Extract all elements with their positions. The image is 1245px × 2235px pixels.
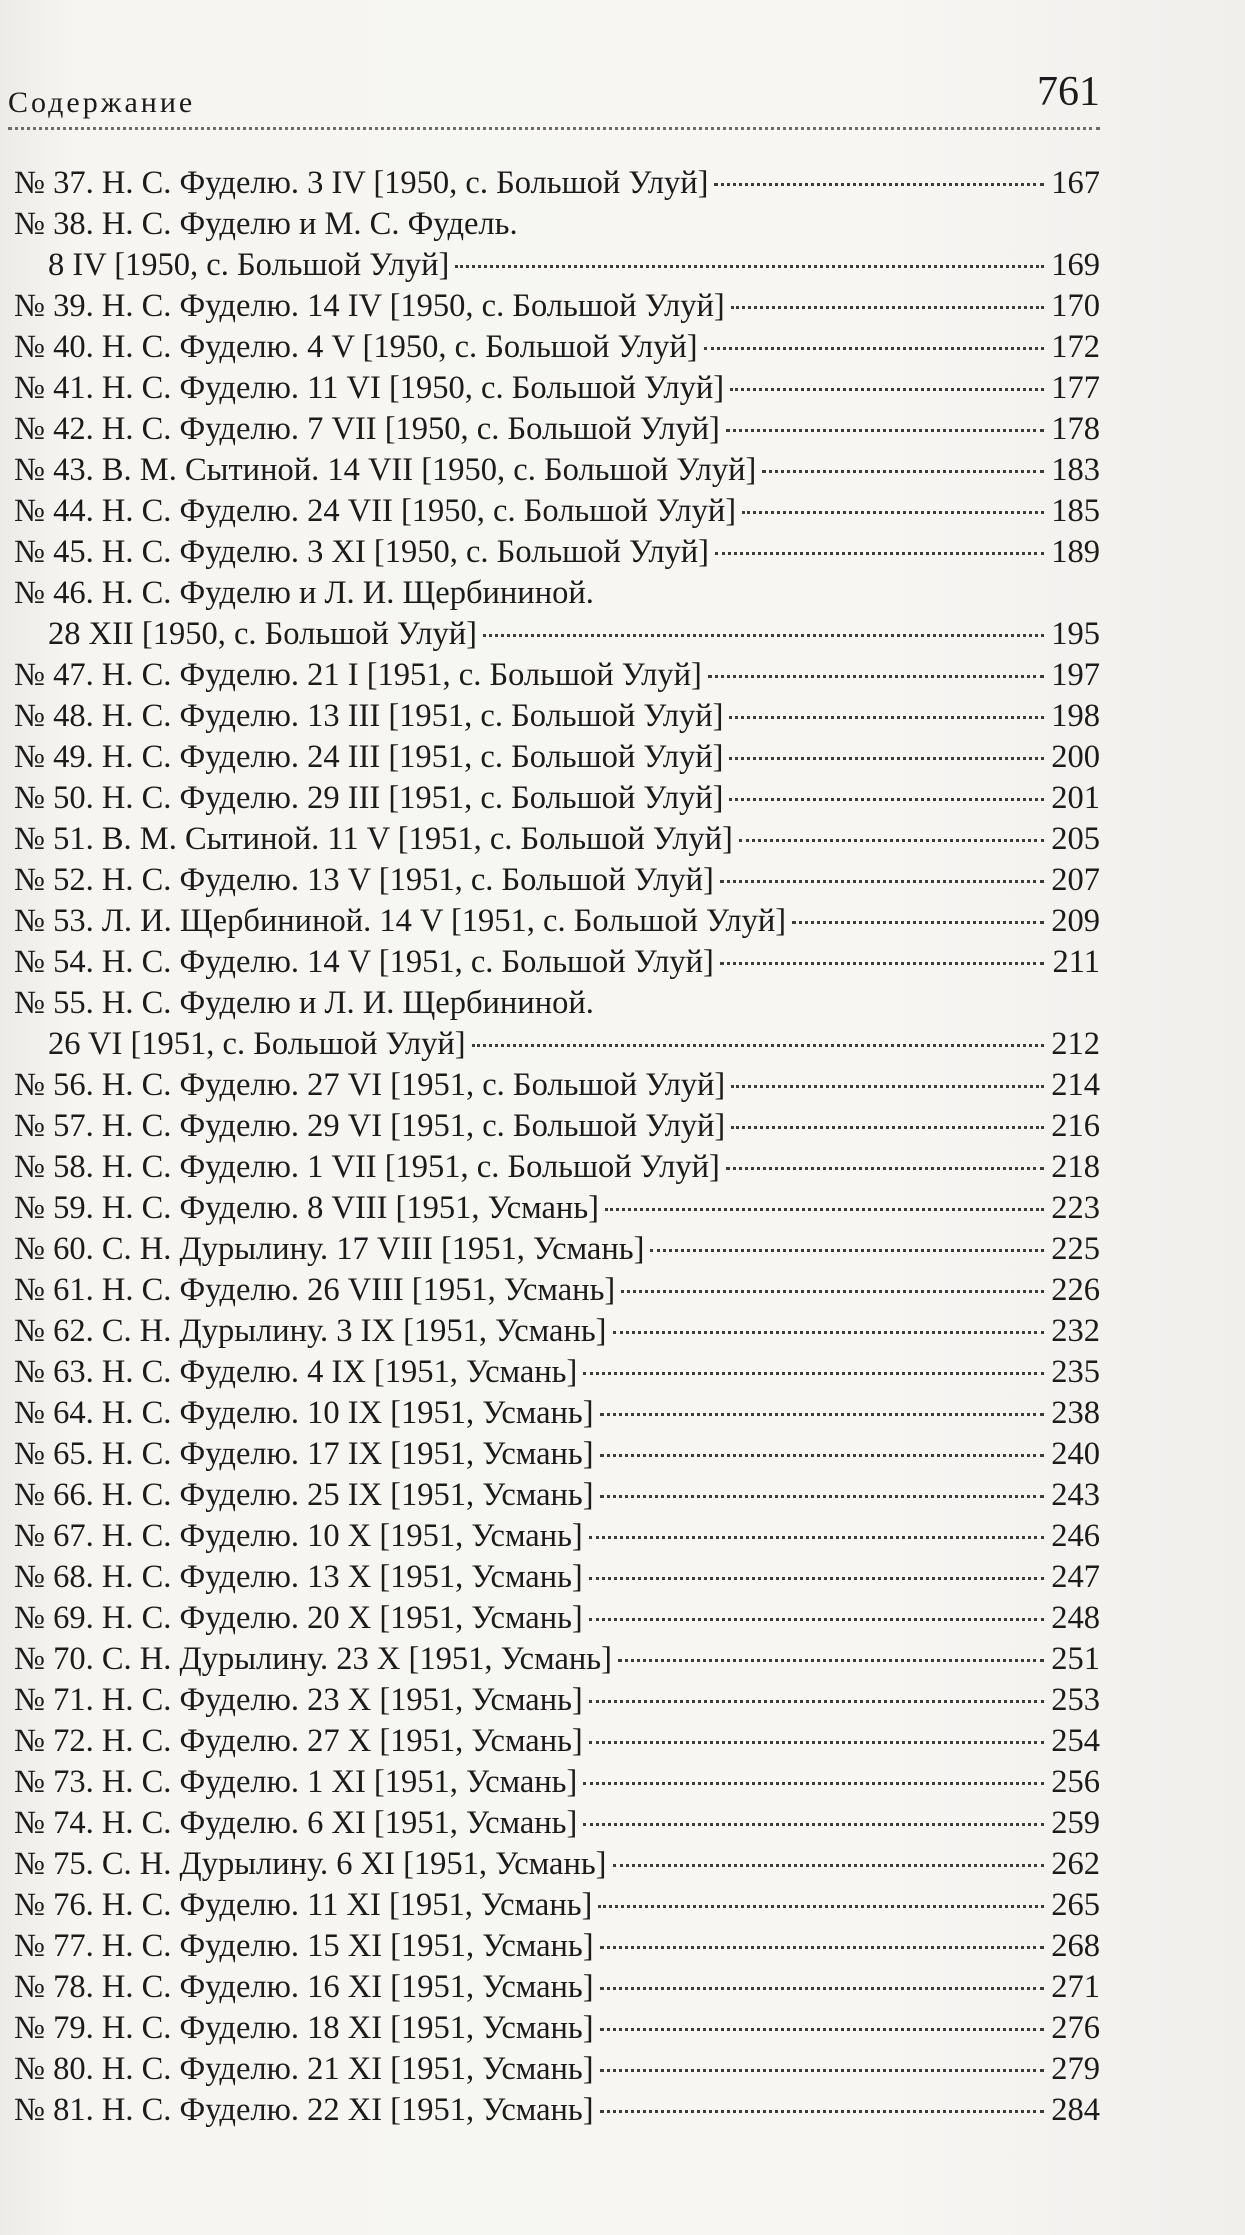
- toc-entry-page-number: 225: [1051, 1231, 1100, 1267]
- toc-entry-page-number: 284: [1051, 2092, 1100, 2128]
- toc-entry-line: [14, 2008, 1100, 2049]
- toc-entry-page-number: 259: [1051, 1805, 1100, 1841]
- toc-entry-title: № 56. Н. С. Фуделю. 27 VI [1951, с. Большой Улуй]: [14, 1067, 726, 1103]
- toc-entry-line: [14, 1721, 1100, 1762]
- toc-entry-page-number: 195: [1051, 616, 1100, 652]
- toc-entry: [14, 737, 1100, 778]
- dot-leader: [598, 1905, 1044, 1908]
- toc-entry-title: № 55. Н. С. Фуделю и Л. И. Щербининой.: [14, 985, 594, 1021]
- toc-entry-title: № 37. Н. С. Фуделю. 3 IV [1950, с. Большой Улуй]: [14, 165, 709, 201]
- toc-entry: [14, 942, 1100, 983]
- toc-entry-line: [14, 655, 1100, 696]
- toc-entry-title: № 67. Н. С. Фуделю. 10 X [1951, Усмань]: [14, 1518, 583, 1554]
- toc-entry: [14, 1434, 1100, 1475]
- dot-leader: [583, 1823, 1044, 1826]
- toc-entry-title: № 50. Н. С. Фуделю. 29 III [1951, с. Большой Улуй]: [14, 780, 724, 816]
- toc-entry: [14, 1885, 1100, 1926]
- toc-entry-page-number: 268: [1051, 1928, 1100, 1964]
- toc-entry-line: [14, 286, 1100, 327]
- dot-leader: [742, 511, 1044, 514]
- toc-entry-title: № 65. Н. С. Фуделю. 17 IX [1951, Усмань]: [14, 1436, 594, 1472]
- toc-entry-line: [14, 1311, 1100, 1352]
- toc-entry: [14, 1352, 1100, 1393]
- toc-entry-page-number: 207: [1051, 862, 1100, 898]
- running-head-title: Содержание: [8, 86, 196, 119]
- toc-entry: [14, 1188, 1100, 1229]
- toc-entry: [14, 819, 1100, 860]
- toc-entry: [14, 532, 1100, 573]
- dot-leader: [739, 839, 1044, 842]
- dot-leader: [600, 1946, 1044, 1949]
- toc-entry-title: № 70. С. Н. Дурылину. 23 X [1951, Усмань]: [14, 1641, 612, 1677]
- toc-entry: [14, 983, 1100, 1065]
- toc-entry-title: № 79. Н. С. Фуделю. 18 XI [1951, Усмань]: [14, 2010, 594, 2046]
- toc-entry-line: [14, 737, 1100, 778]
- dot-leader: [714, 183, 1044, 186]
- toc-entry-title: № 49. Н. С. Фуделю. 24 III [1951, с. Большой Улуй]: [14, 739, 724, 775]
- toc-entry-title: № 81. Н. С. Фуделю. 22 XI [1951, Усмань]: [14, 2092, 594, 2128]
- toc-entry-title: № 64. Н. С. Фуделю. 10 IX [1951, Усмань]: [14, 1395, 594, 1431]
- toc-entry-page-number: 247: [1051, 1559, 1100, 1595]
- toc-entry-page-number: 169: [1051, 247, 1100, 283]
- dot-leader: [600, 1413, 1044, 1416]
- toc-entry-line: [14, 1680, 1100, 1721]
- toc-entry-page-number: 265: [1051, 1887, 1100, 1923]
- toc-entry-continuation-line: [14, 1024, 1100, 1065]
- dot-leader: [729, 798, 1044, 801]
- toc-entry: [14, 1557, 1100, 1598]
- dot-leader: [472, 1044, 1044, 1047]
- dot-leader: [613, 1864, 1045, 1867]
- dot-leader: [600, 2069, 1044, 2072]
- toc-entry-page-number: 178: [1051, 411, 1100, 447]
- dot-leader: [726, 1167, 1044, 1170]
- dot-leader: [589, 1700, 1044, 1703]
- toc-entry-page-number: 200: [1051, 739, 1100, 775]
- toc-entry-line: [14, 573, 1100, 614]
- toc-entry-line: [14, 491, 1100, 532]
- page-header: [8, 60, 1100, 120]
- toc-entry-title: № 68. Н. С. Фуделю. 13 X [1951, Усмань]: [14, 1559, 583, 1595]
- toc-entry-page-number: 223: [1051, 1190, 1100, 1226]
- toc-entry-page-number: 209: [1051, 903, 1100, 939]
- toc-entry-page-number: 226: [1051, 1272, 1100, 1308]
- toc-entry: [14, 491, 1100, 532]
- toc-entry-title: № 69. Н. С. Фуделю. 20 X [1951, Усмань]: [14, 1600, 583, 1636]
- toc-entry: [14, 573, 1100, 655]
- toc-entry-title: № 42. Н. С. Фуделю. 7 VII [1950, с. Большой Улуй]: [14, 411, 720, 447]
- toc-entry-title: № 40. Н. С. Фуделю. 4 V [1950, с. Большой Улуй]: [14, 329, 698, 365]
- toc-entry: [14, 1762, 1100, 1803]
- toc-entry-title: № 63. Н. С. Фуделю. 4 IX [1951, Усмань]: [14, 1354, 578, 1390]
- toc-entry: [14, 696, 1100, 737]
- dot-leader: [708, 675, 1044, 678]
- toc-entry-title: № 47. Н. С. Фуделю. 21 I [1951, с. Большой Улуй]: [14, 657, 702, 693]
- dot-leader: [731, 1126, 1044, 1129]
- toc-entry-page-number: 279: [1051, 2051, 1100, 2087]
- toc-entry: [14, 2049, 1100, 2090]
- toc-entry-line: [14, 368, 1100, 409]
- toc-entry: [14, 327, 1100, 368]
- toc-entry: [14, 2090, 1100, 2131]
- dot-leader: [731, 1085, 1044, 1088]
- toc-entry-line: [14, 1434, 1100, 1475]
- toc-entry-continuation-line: [14, 245, 1100, 286]
- toc-entry-title: № 44. Н. С. Фуделю. 24 VII [1950, с. Большой Улуй]: [14, 493, 737, 529]
- toc-entry-line: [14, 450, 1100, 491]
- toc-entry: [14, 1270, 1100, 1311]
- toc-entry-line: [14, 1885, 1100, 1926]
- toc-entry-title: № 78. Н. С. Фуделю. 16 XI [1951, Усмань]: [14, 1969, 594, 2005]
- toc-entry-line: [14, 1639, 1100, 1680]
- dot-leader: [600, 1454, 1044, 1457]
- toc-entry-page-number: 167: [1051, 165, 1100, 201]
- toc-entry-title: № 76. Н. С. Фуделю. 11 XI [1951, Усмань]: [14, 1887, 593, 1923]
- toc-entry-line: [14, 1516, 1100, 1557]
- toc-entry-line: [14, 901, 1100, 942]
- toc-entry-page-number: 254: [1051, 1723, 1100, 1759]
- table-of-contents: [14, 163, 1100, 2131]
- toc-entry-line: [14, 1393, 1100, 1434]
- toc-entry: [14, 1311, 1100, 1352]
- toc-entry: [14, 1721, 1100, 1762]
- toc-entry: [14, 1680, 1100, 1721]
- toc-entry-title: № 57. Н. С. Фуделю. 29 VI [1951, с. Большой Улуй]: [14, 1108, 726, 1144]
- toc-entry-line: [14, 1270, 1100, 1311]
- toc-entry-title: 8 IV [1950, с. Большой Улуй]: [48, 247, 450, 283]
- toc-entry: [14, 163, 1100, 204]
- toc-entry: [14, 2008, 1100, 2049]
- toc-entry-page-number: 172: [1051, 329, 1100, 365]
- toc-entry-line: [14, 532, 1100, 573]
- toc-entry: [14, 450, 1100, 491]
- toc-entry: [14, 860, 1100, 901]
- toc-entry-line: [14, 1065, 1100, 1106]
- toc-entry-title: № 77. Н. С. Фуделю. 15 XI [1951, Усмань]: [14, 1928, 594, 1964]
- toc-entry: [14, 1598, 1100, 1639]
- toc-entry-title: № 54. Н. С. Фуделю. 14 V [1951, с. Большой Улуй]: [14, 944, 714, 980]
- dot-leader: [729, 716, 1044, 719]
- toc-entry-line: [14, 1106, 1100, 1147]
- dot-leader: [589, 1577, 1044, 1580]
- dot-leader: [720, 880, 1044, 883]
- dot-leader: [589, 1536, 1044, 1539]
- toc-entry-line: [14, 1147, 1100, 1188]
- toc-entry-page-number: 201: [1051, 780, 1100, 816]
- toc-entry: [14, 1065, 1100, 1106]
- toc-entry-title: № 66. Н. С. Фуделю. 25 IX [1951, Усмань]: [14, 1477, 594, 1513]
- toc-entry-page-number: 212: [1051, 1026, 1100, 1062]
- toc-entry-title: № 75. С. Н. Дурылину. 6 XI [1951, Усмань]: [14, 1846, 607, 1882]
- toc-entry-title: № 59. Н. С. Фуделю. 8 VIII [1951, Усмань]: [14, 1190, 599, 1226]
- toc-entry-page-number: 198: [1051, 698, 1100, 734]
- dot-leader: [650, 1249, 1044, 1252]
- toc-entry-line: [14, 1598, 1100, 1639]
- toc-entry-page-number: 248: [1051, 1600, 1100, 1636]
- toc-entry-page-number: 251: [1051, 1641, 1100, 1677]
- toc-entry-line: [14, 409, 1100, 450]
- toc-entry-line: [14, 1762, 1100, 1803]
- dot-leader: [762, 470, 1044, 473]
- toc-entry-page-number: 238: [1051, 1395, 1100, 1431]
- toc-entry-title: № 51. В. М. Сытиной. 11 V [1951, с. Большой Улуй]: [14, 821, 733, 857]
- toc-entry: [14, 901, 1100, 942]
- dot-leader: [589, 1741, 1044, 1744]
- toc-entry-line: [14, 1844, 1100, 1885]
- toc-entry-page-number: 185: [1051, 493, 1100, 529]
- toc-entry-title: № 73. Н. С. Фуделю. 1 XI [1951, Усмань]: [14, 1764, 578, 1800]
- dot-leader: [605, 1208, 1044, 1211]
- dot-leader: [589, 1618, 1044, 1621]
- toc-entry-line: [14, 983, 1100, 1024]
- toc-entry-page-number: 189: [1051, 534, 1100, 570]
- toc-entry-title: № 45. Н. С. Фуделю. 3 XI [1950, с. Большой Улуй]: [14, 534, 710, 570]
- toc-entry: [14, 409, 1100, 450]
- toc-entry: [14, 1967, 1100, 2008]
- toc-entry-line: [14, 1188, 1100, 1229]
- toc-entry-title: № 74. Н. С. Фуделю. 6 XI [1951, Усмань]: [14, 1805, 578, 1841]
- toc-entry-title: № 52. Н. С. Фуделю. 13 V [1951, с. Большой Улуй]: [14, 862, 714, 898]
- dot-leader: [483, 634, 1044, 637]
- toc-entry: [14, 778, 1100, 819]
- toc-entry-page-number: 170: [1051, 288, 1100, 324]
- toc-entry-page-number: 183: [1051, 452, 1100, 488]
- toc-entry-title: № 71. Н. С. Фуделю. 23 X [1951, Усмань]: [14, 1682, 583, 1718]
- toc-entry-line: [14, 1557, 1100, 1598]
- toc-entry-title: № 38. Н. С. Фуделю и М. С. Фудель.: [14, 206, 518, 242]
- page-number: 761: [1037, 69, 1100, 115]
- toc-entry: [14, 1475, 1100, 1516]
- toc-entry-line: [14, 1352, 1100, 1393]
- toc-entry-title: № 48. Н. С. Фуделю. 13 III [1951, с. Большой Улуй]: [14, 698, 724, 734]
- toc-entry-title: 28 XII [1950, с. Большой Улуй]: [48, 616, 477, 652]
- toc-entry: [14, 1803, 1100, 1844]
- toc-entry-line: [14, 163, 1100, 204]
- toc-entry-title: № 43. В. М. Сытиной. 14 VII [1950, с. Большой Улуй]: [14, 452, 757, 488]
- toc-entry-line: [14, 1475, 1100, 1516]
- toc-entry-page-number: 253: [1051, 1682, 1100, 1718]
- toc-entry-page-number: 256: [1051, 1764, 1100, 1800]
- dot-leader: [720, 962, 1044, 965]
- toc-entry-line: [14, 819, 1100, 860]
- toc-entry-line: [14, 1229, 1100, 1270]
- toc-entry-page-number: 205: [1051, 821, 1100, 857]
- toc-entry-title: № 80. Н. С. Фуделю. 21 XI [1951, Усмань]: [14, 2051, 594, 2087]
- toc-entry-page-number: 240: [1051, 1436, 1100, 1472]
- toc-entry-page-number: 218: [1051, 1149, 1100, 1185]
- toc-entry-title: № 62. С. Н. Дурылину. 3 IX [1951, Усмань]: [14, 1313, 607, 1349]
- toc-entry-line: [14, 2049, 1100, 2090]
- dot-leader: [730, 388, 1044, 391]
- toc-entry-line: [14, 1967, 1100, 2008]
- dot-leader: [600, 1987, 1044, 1990]
- toc-entry: [14, 655, 1100, 696]
- toc-entry-line: [14, 204, 1100, 245]
- toc-entry-continuation-line: [14, 614, 1100, 655]
- toc-entry-page-number: 197: [1051, 657, 1100, 693]
- dot-leader: [792, 921, 1044, 924]
- toc-entry: [14, 204, 1100, 286]
- toc-entry-title: № 60. С. Н. Дурылину. 17 VIII [1951, Усмань]: [14, 1231, 645, 1267]
- dot-leader: [583, 1372, 1044, 1375]
- toc-entry-page-number: 214: [1051, 1067, 1100, 1103]
- toc-entry-title: 26 VI [1951, с. Большой Улуй]: [48, 1026, 466, 1062]
- dot-leader: [455, 265, 1044, 268]
- toc-entry: [14, 1844, 1100, 1885]
- toc-entry-title: № 58. Н. С. Фуделю. 1 VII [1951, с. Большой Улуй]: [14, 1149, 720, 1185]
- toc-entry-line: [14, 327, 1100, 368]
- header-dotted-rule: [8, 127, 1100, 130]
- toc-entry: [14, 1229, 1100, 1270]
- toc-entry: [14, 368, 1100, 409]
- toc-entry-page-number: 262: [1051, 1846, 1100, 1882]
- toc-entry-page-number: 177: [1051, 370, 1100, 406]
- toc-entry-page-number: 232: [1051, 1313, 1100, 1349]
- dot-leader: [600, 2110, 1044, 2113]
- dot-leader: [613, 1331, 1045, 1334]
- toc-entry-page-number: 235: [1051, 1354, 1100, 1390]
- toc-entry-title: № 39. Н. С. Фуделю. 14 IV [1950, с. Большой Улуй]: [14, 288, 725, 324]
- dot-leader: [729, 757, 1044, 760]
- dot-leader: [731, 306, 1044, 309]
- toc-entry-line: [14, 696, 1100, 737]
- toc-entry-page-number: 246: [1051, 1518, 1100, 1554]
- toc-entry: [14, 1147, 1100, 1188]
- toc-entry: [14, 1393, 1100, 1434]
- toc-entry-title: № 72. Н. С. Фуделю. 27 X [1951, Усмань]: [14, 1723, 583, 1759]
- dot-leader: [715, 552, 1044, 555]
- toc-entry-line: [14, 942, 1100, 983]
- toc-entry: [14, 1106, 1100, 1147]
- toc-entry-page-number: 216: [1051, 1108, 1100, 1144]
- dot-leader: [621, 1290, 1044, 1293]
- toc-entry-line: [14, 1926, 1100, 1967]
- toc-entry: [14, 286, 1100, 327]
- toc-entry-page-number: 276: [1051, 2010, 1100, 2046]
- toc-entry: [14, 1926, 1100, 1967]
- toc-entry: [14, 1516, 1100, 1557]
- toc-entry-page-number: 271: [1051, 1969, 1100, 2005]
- toc-entry-title: № 46. Н. С. Фуделю и Л. И. Щербининой.: [14, 575, 594, 611]
- toc-entry-line: [14, 860, 1100, 901]
- dot-leader: [726, 429, 1044, 432]
- dot-leader: [600, 2028, 1044, 2031]
- toc-entry-line: [14, 2090, 1100, 2131]
- toc-entry-page-number: 211: [1052, 944, 1100, 980]
- toc-entry-line: [14, 1803, 1100, 1844]
- dot-leader: [704, 347, 1044, 350]
- toc-entry: [14, 1639, 1100, 1680]
- dot-leader: [600, 1495, 1044, 1498]
- toc-entry-page-number: 243: [1051, 1477, 1100, 1513]
- toc-entry-title: № 53. Л. И. Щербининой. 14 V [1951, с. Большой Улуй]: [14, 903, 787, 939]
- toc-entry-title: № 61. Н. С. Фуделю. 26 VIII [1951, Усмань]: [14, 1272, 616, 1308]
- dot-leader: [618, 1659, 1044, 1662]
- toc-entry-title: № 41. Н. С. Фуделю. 11 VI [1950, с. Большой Улуй]: [14, 370, 725, 406]
- dot-leader: [583, 1782, 1044, 1785]
- toc-entry-line: [14, 778, 1100, 819]
